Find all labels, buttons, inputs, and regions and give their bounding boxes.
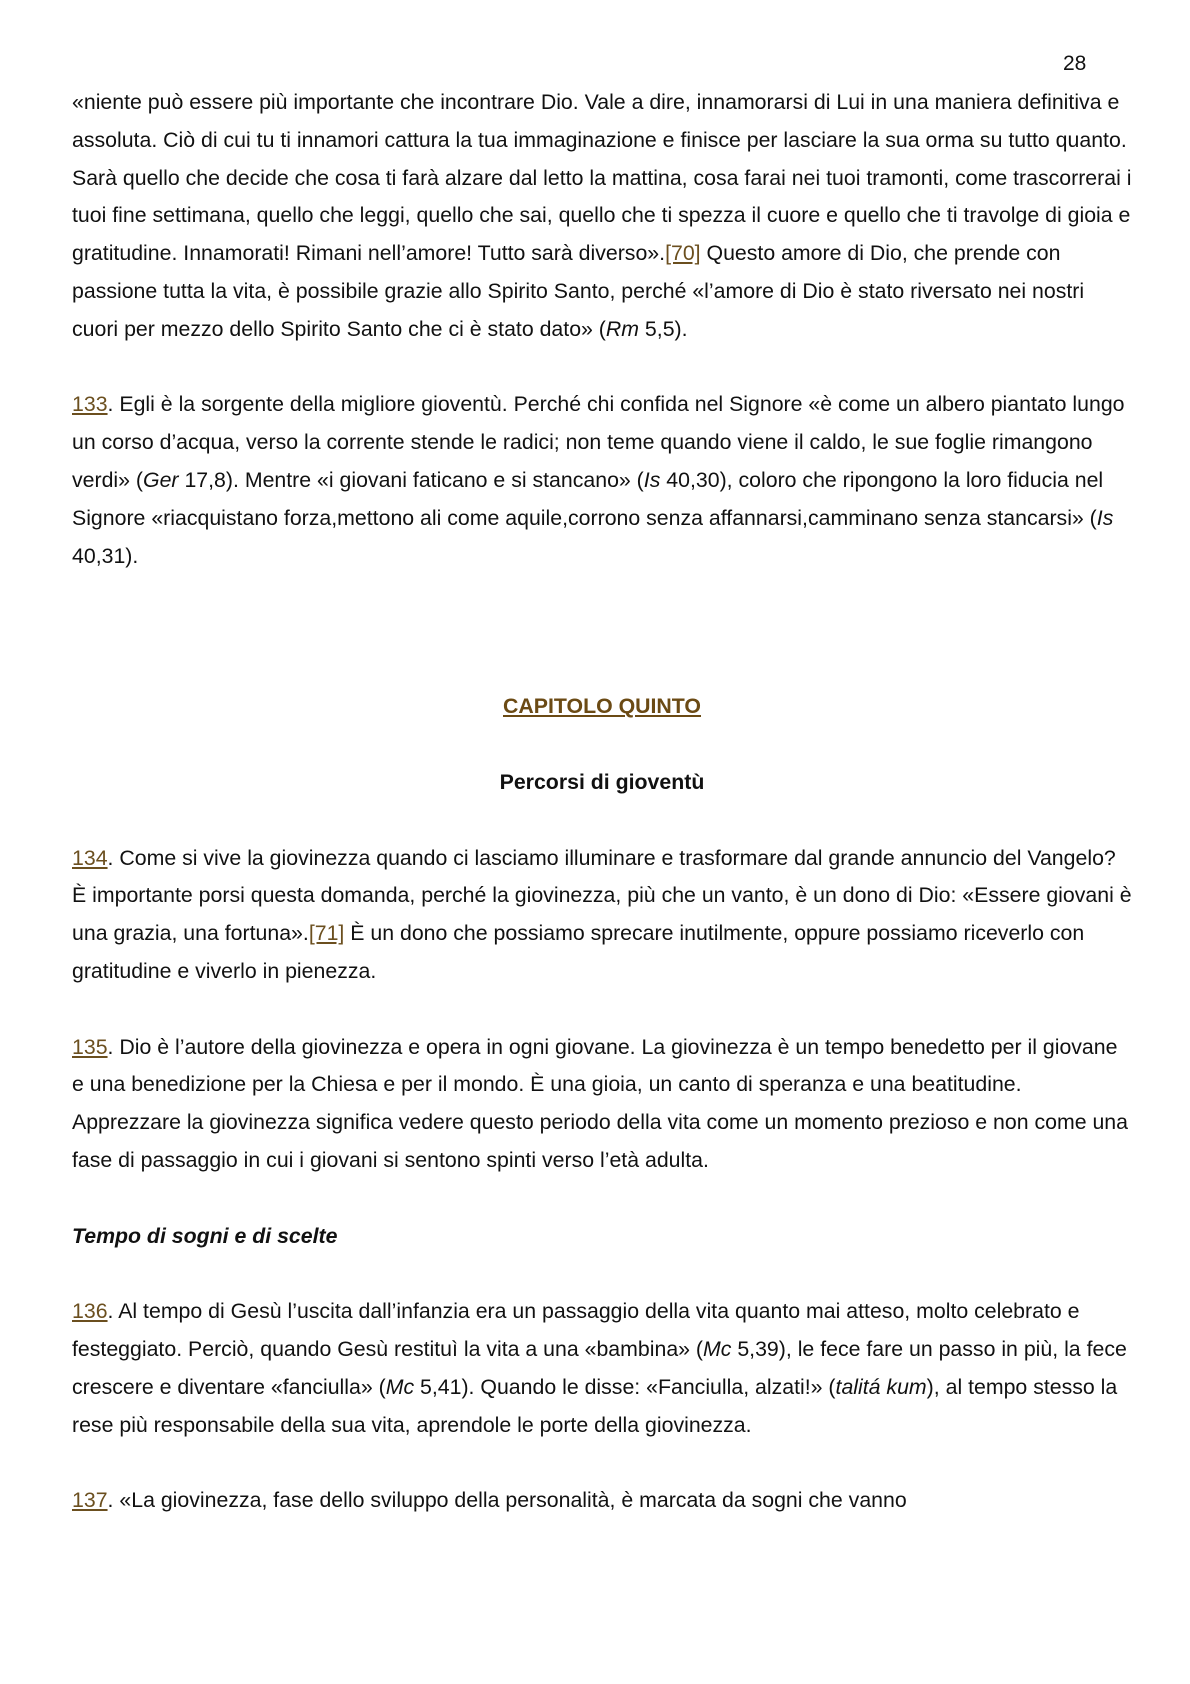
paragraph-136: 136. Al tempo di Gesù l’uscita dall’infanzia era un passaggio della vita quanto mai atteso, molto celebrato e festeggiato. Perciò, quando Gesù restituì la vita a una «bambina» (Mc 5,39), le fece fare un passo in più, la fece crescere e diventare «fanciulla» (Mc 5,41). Quando le disse: «Fanciulla, alzati!» (talitá kum), al tempo stesso la rese più responsabile della sua vita, aprendole le porte della giovinezza. (72, 1299, 1127, 1437)
latin-phrase: talitá kum (835, 1374, 927, 1399)
paragraph-133: 133. Egli è la sorgente della migliore gioventù. Perché chi confida nel Signore «è come un albero piantato lungo un corso d’acqua, verso la corrente stende le radici; non teme quando viene il caldo, le sue foglie rimangono verdi» (Ger 17,8). Mentre «i giovani faticano e si stancano» (Is 40,30), coloro che ripongono la loro fiducia nel Signore «riacquistano forza,mettono ali come aquile,corrono senza affannarsi,camminano senza stancarsi» (Is 40,31). (72, 392, 1125, 568)
scripture-ref: Ger (143, 467, 179, 492)
paragraph-135: 135. Dio è l’autore della giovinezza e opera in ogni giovane. La giovinezza è un tempo benedetto per il giovane e una benedizione per la Chiesa e per il mondo. È una gioia, un canto di speranza e una beatitudine. Apprezzare la giovinezza significa vedere questo periodo della vita come un momento prezioso e non come una fase di passaggio in cui i giovani si sentono spinti verso l’età adulta. (72, 1034, 1128, 1172)
footnote-link-71[interactable]: [71] (308, 921, 345, 946)
chapter-title-link[interactable]: CAPITOLO QUINTO (503, 694, 701, 719)
paragraph-number-link-136[interactable]: 136 (72, 1299, 108, 1324)
paragraph-number-link-134[interactable]: 134 (72, 845, 108, 870)
scripture-ref: Rm (605, 316, 640, 341)
paragraph-137: 137. «La giovinezza, fase dello sviluppo della personalità, è marcata da sogni che vanno (72, 1488, 907, 1513)
chapter-subtitle: Percorsi di gioventù (499, 769, 705, 794)
scripture-ref: Is (643, 467, 661, 492)
paragraph-134: 134. Come si vive la giovinezza quando ci lasciamo illuminare e trasformare dal grande annuncio del Vangelo? È importante porsi questa domanda, perché la giovinezza, più che un vanto, è un dono di Dio: «Essere giovani è una grazia, una fortuna».[71] È un dono che possiamo sprecare inutilmente, oppure possiamo riceverlo con gratitudine e viverlo in pienezza. (72, 845, 1132, 983)
scripture-ref: Is (1096, 505, 1114, 530)
paragraph-number-link-135[interactable]: 135 (72, 1034, 108, 1059)
page-number: 28 (1063, 52, 1087, 75)
footnote-link-70[interactable]: [70] (665, 241, 701, 266)
paragraph-number-link-133[interactable]: 133 (72, 392, 108, 417)
section-heading: Tempo di sogni e di scelte (72, 1223, 338, 1248)
scripture-ref: Mc (385, 1374, 415, 1399)
document-body (72, 84, 1132, 1520)
scripture-ref: Mc (703, 1336, 732, 1361)
paragraph-132-continuation: «niente può essere più importante che incontrare Dio. Vale a dire, innamorarsi di Lui in una maniera definitiva e assoluta. Ciò di cui tu ti innamori cattura la tua immaginazione e finisce per lasciare la sua orma su tutto quanto. Sarà quello che decide che cosa ti farà alzare dal letto la mattina, cosa farai nei tuoi tramonti, come trascorrerai i tuoi fine settimana, quello che leggi, quello che sai, quello che ti spezza il cuore e quello che ti travolge di gioia e gratitudine. Innamorati! Rimani nell’amore! Tutto sarà diverso».[70] Questo amore di Dio, che prende con passione tutta la vita, è possibile grazie allo Spirito Santo, perché «l’amore di Dio è stato riversato nei nostri cuori per mezzo dello Spirito Santo che ci è stato dato» (Rm 5,5). (72, 90, 1132, 341)
paragraph-number-link-137[interactable]: 137 (72, 1488, 108, 1513)
